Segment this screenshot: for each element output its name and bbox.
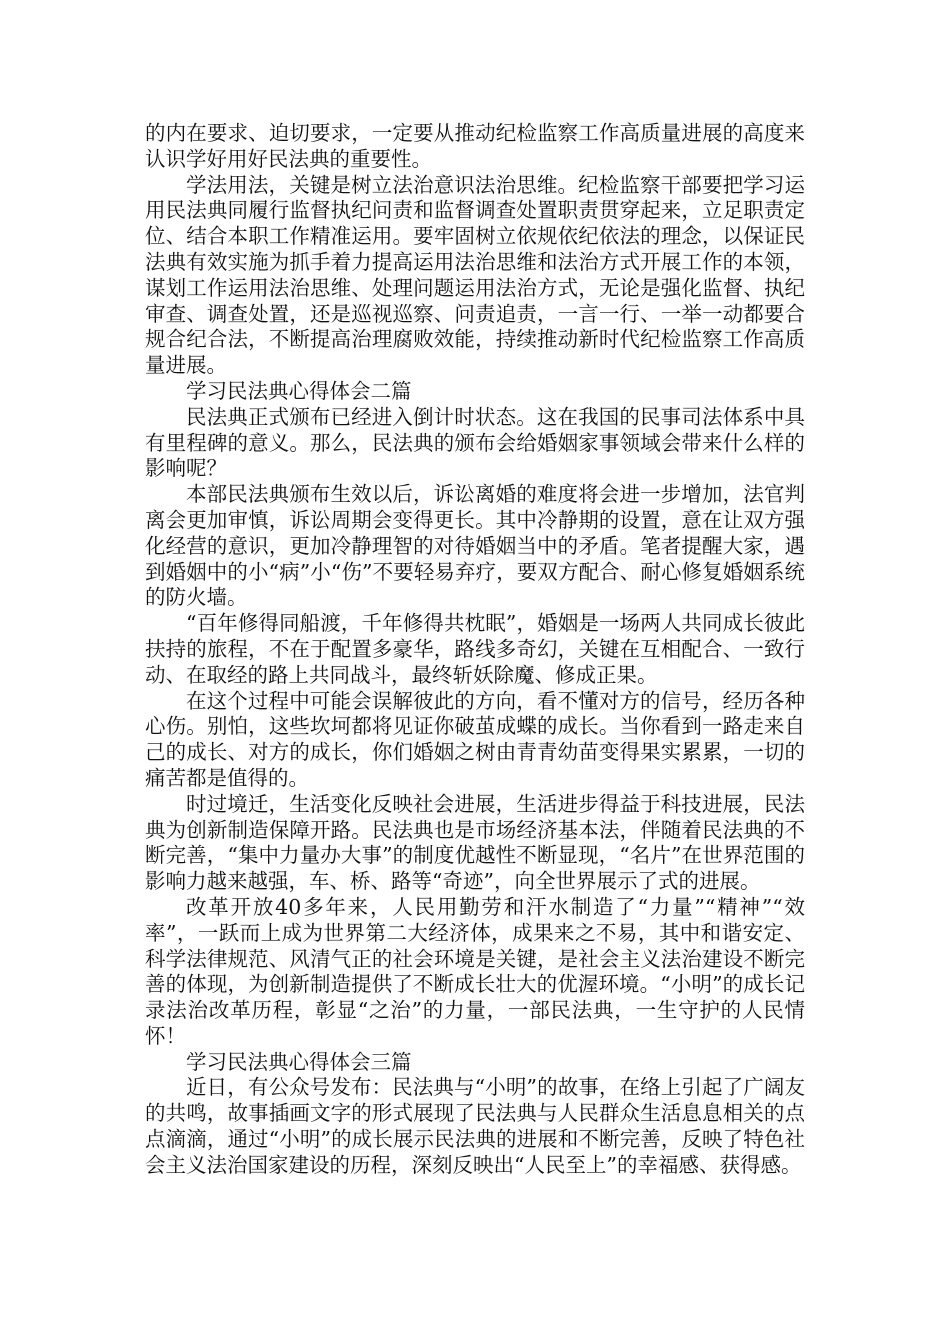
paragraph-1: 的内在要求、迫切要求，一定要从推动纪检监察工作高质量进展的高度来认识学好用好民法典的重要性。	[145, 121, 805, 171]
paragraph-6: 在这个过程中可能会误解彼此的方向，看不懂对方的信号，经历各种心伤。别怕，这些坎坷都将见证你破茧成蝶的成长。当你看到一路走来自己的成长、对方的成长，你们婚姻之树由青青幼苗变得果实累累，一切的痛苦都是值得的。	[145, 688, 805, 790]
paragraph-9: 近日，有公众号发布：民法典与“小明”的故事，在络上引起了广阔友的共鸣，故事插画文字的形式展现了民法典与人民群众生活息息相关的点点滴滴，通过“小明”的成长展示民法典的进展和不断完善，反映了特色社会主义法治国家建设的历程，深刻反映出“人民至上”的幸福感、获得感。	[145, 1075, 805, 1177]
document-body	[145, 121, 805, 1179]
paragraph-5: “百年修得同船渡，千年修得共枕眠”，婚姻是一场两人共同成长彼此扶持的旅程，不在于配置多豪华，路线多奇幻，关键在互相配合、一致行动、在取经的路上共同战斗，最终斩妖除魔、修成正果。	[145, 611, 805, 687]
section-heading-2: 学习民法典心得体会二篇	[186, 378, 412, 403]
paragraph-7: 时过境迁，生活变化反映社会进展，生活进步得益于科技进展，民法典为创新制造保障开路。民法典也是市场经济基本法，伴随着民法典的不断完善，“集中力量办大事”的制度优越性不断显现，“名片”在世界范围的影响力越来越强，车、桥、路等“奇迹”，向全世界展示了式的进展。	[145, 791, 805, 894]
section-heading-3: 学习民法典心得体会三篇	[186, 1049, 412, 1074]
paragraph-4: 本部民法典颁布生效以后，诉讼离婚的难度将会进一步增加，法官判离会更加审慎，诉讼周期会变得更长。其中冷静期的设置，意在让双方强化经营的意识，更加冷静理智的对待婚姻当中的矛盾。笔者提醒大家，遇到婚姻中的小“病”小“伤”不要轻易弃疗，要双方配合、耐心修复婚姻系统的防火墙。	[145, 482, 805, 610]
paragraph-3: 民法典正式颁布已经进入倒计时状态。这在我国的民事司法体系中具有里程碑的意义。那么，民法典的颁布会给婚姻家事领域会带来什么样的影响呢？	[145, 404, 805, 481]
paragraph-8: 改革开放40多年来，人民用勤劳和汗水制造了“力量”“精神”“效率”，一跃而上成为世界第二大经济体，成果来之不易，其中和谐安定、科学法律规范、风清气正的社会环境是关键，是社会主义法治建设不断完善的体现，为创新制造提供了不断成长壮大的优渥环境。“小明”的成长记录法治改革历程，彰显“之治”的力量，一部民法典，一生守护的人民情怀！	[145, 894, 805, 1048]
paragraph-2: 学法用法，关键是树立法治意识法治思维。纪检监察干部要把学习运用民法典同履行监督执纪问责和监督调查处置职责贯穿起来，立足职责定位、结合本职工作精准运用。要牢固树立依规依纪依法的理念，以保证民法典有效实施为抓手着力提高运用法治思维和法治方式开展工作的本领，谋划工作运用法治思维、处理问题运用法治方式，无论是强化监督、执纪审查、调查处置，还是巡视巡察、问责追责，一言一行、一举一动都要合规合纪合法，不断提高治理腐败效能，持续推动新时代纪检监察工作高质量进展。	[145, 172, 805, 378]
